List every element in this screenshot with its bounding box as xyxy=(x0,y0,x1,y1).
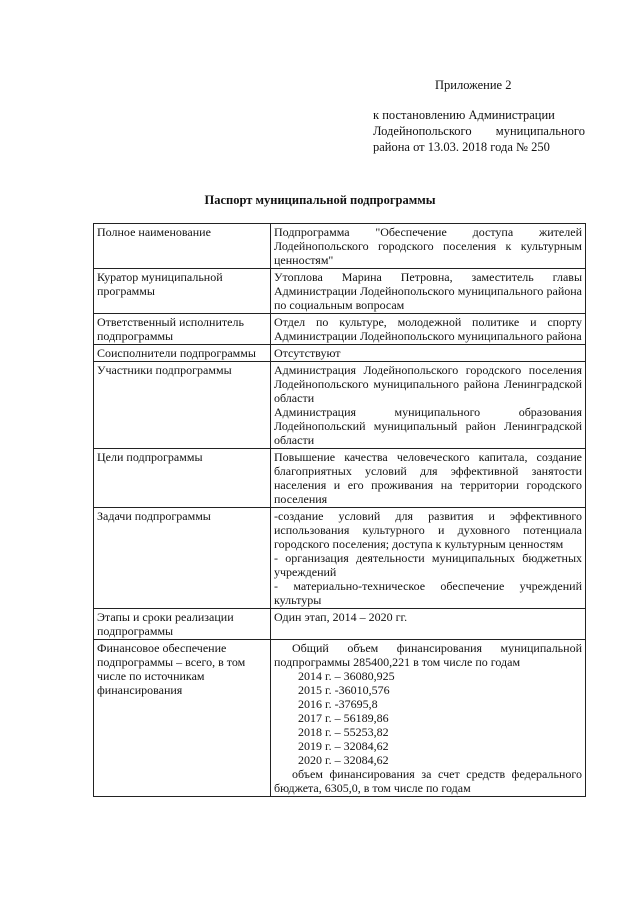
table-row-participants xyxy=(94,362,586,449)
table-row-goals xyxy=(94,449,586,508)
curator-value: Утоплова Марина Петровна, заместитель главы Администрации Лодейнопольского муниципального района по социальным вопросам xyxy=(271,269,586,314)
document-title: Паспорт муниципальной подпрограммы xyxy=(204,193,436,207)
full-name-label: Полное наименование xyxy=(94,224,271,269)
participant-2: Администрация муниципального образования Лодейнопольский муниципальный район Ленинградской области xyxy=(274,405,582,447)
resolution-reference-line-2 xyxy=(373,124,585,139)
table-row-stages xyxy=(94,609,586,640)
financing-year-2015: 2015 г. -36010,576 xyxy=(298,683,390,697)
table-row-full-name xyxy=(94,224,586,269)
financing-value xyxy=(271,640,586,797)
financing-federal: объем финансирования за счет средств федерального бюджета, 6305,0, в том числе по годам xyxy=(274,767,582,795)
resolution-reference-line-1: к постановлению Администрации xyxy=(373,108,555,122)
financing-label: Финансовое обеспечение подпрограммы – всего, в том числе по источникам финансирования xyxy=(94,640,271,797)
goals-label: Цели подпрограммы xyxy=(94,449,271,508)
financing-year-2018: 2018 г. – 55253,82 xyxy=(298,725,389,739)
table-row-co-executors xyxy=(94,345,586,362)
co-executors-value: Отсутствуют xyxy=(271,345,586,362)
financing-year-2019: 2019 г. – 32084,62 xyxy=(298,739,389,753)
stages-label: Этапы и сроки реализации подпрограммы xyxy=(94,609,271,640)
participants-label: Участники подпрограммы xyxy=(94,362,271,449)
financing-year-2020: 2020 г. – 32084,62 xyxy=(298,753,389,767)
co-executors-label: Соисполнители подпрограммы xyxy=(94,345,271,362)
table-row-financing xyxy=(94,640,586,797)
executor-value: Отдел по культуре, молодежной политике и спорту Администрации Лодейнопольского муниципального района xyxy=(271,314,586,345)
participant-1: Администрация Лодейнопольского городского поселения Лодейнопольского муниципального района Ленинградской области xyxy=(274,363,582,405)
financing-total: Общий объем финансирования муниципальной подпрограммы 285400,221 в том числе по годам xyxy=(274,641,582,669)
task-2: - организация деятельности муниципальных бюджетных учреждений xyxy=(274,551,582,579)
table-row-executor xyxy=(94,314,586,345)
financing-year-2017: 2017 г. – 56189,86 xyxy=(298,711,389,725)
reference-line-2-right: муниципального xyxy=(495,124,585,138)
full-name-value: Подпрограмма "Обеспечение доступа жителей Лодейнопольского городского поселения к культурным ценностям" xyxy=(271,224,586,269)
passport-table xyxy=(93,223,586,797)
table-row-tasks xyxy=(94,508,586,609)
resolution-reference-line-3: района от 13.03. 2018 года № 250 xyxy=(373,140,550,154)
participants-value xyxy=(271,362,586,449)
tasks-label: Задачи подпрограммы xyxy=(94,508,271,609)
financing-year-2014: 2014 г. – 36080,925 xyxy=(298,669,395,683)
curator-label: Куратор муниципальной программы xyxy=(94,269,271,314)
reference-line-2-left: Лодейнопольского xyxy=(373,124,472,138)
table-row-curator xyxy=(94,269,586,314)
goals-value: Повышение качества человеческого капитала, создание благоприятных условий для эффективной занятости населения и его проживания на территории городского поселения xyxy=(271,449,586,508)
appendix-label: Приложение 2 xyxy=(435,78,512,92)
tasks-value xyxy=(271,508,586,609)
task-3: - материально-техническое обеспечение учреждений культуры xyxy=(274,579,582,607)
executor-label: Ответственный исполнитель подпрограммы xyxy=(94,314,271,345)
task-1: -создание условий для развития и эффективного использования культурного и духовного потенциала городского поселения; доступа к культурным ценностям xyxy=(274,509,582,551)
financing-year-2016: 2016 г. -37695,8 xyxy=(298,697,378,711)
stages-value: Один этап, 2014 – 2020 гг. xyxy=(271,609,586,640)
